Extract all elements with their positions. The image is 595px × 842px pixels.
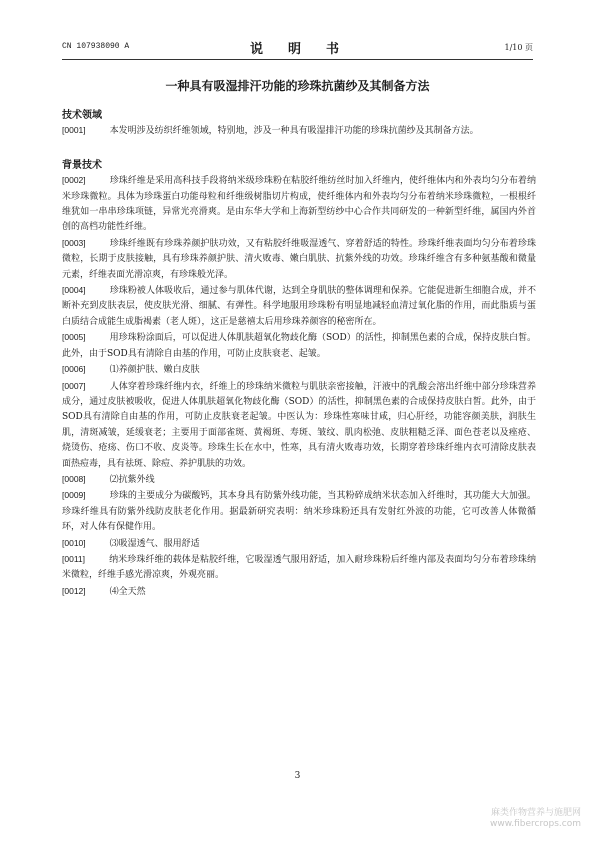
document-type: 说 明 书 [249, 42, 345, 57]
header-divider [62, 59, 533, 60]
paragraph-0012 [62, 584, 536, 600]
paragraph-0010 [62, 536, 536, 552]
paragraph-0006 [62, 362, 536, 378]
paragraph-0011 [62, 552, 536, 584]
paragraph-number: [0005] [62, 332, 86, 343]
paragraph-number: [0002] [62, 175, 86, 186]
paragraph-text: 人体穿着珍珠纤维内衣，纤维上的珍珠纳米微粒与肌肤亲密接触，汗液中的乳酸会溶出纤维中部分珍珠营养成分，通过皮肤被吸收，促进人体肌肤超氧化物歧化酶（SOD）的活性，抑制黑色素的合成保持皮肤白皙。此外，由于SOD具有清除自由基的作用，可防止皮肤衰老起皱。中医认为：珍珠性寒味甘咸，归心肝经，功能容颜美肤，润肤生肌，清斑减皱，延缓衰老；主要用于面部雀斑、黄褐斑、寿斑、皱纹、肌肉松弛、皮肤粗糙乏泽、面色苍老以及痤疮、烧烫伤、疮疡、伤口不收、皮炎等。珍珠生长在水中，性寒，具有清火败毒功效，长期穿着珍珠纤维内衣可清除皮肤表面热痘毒，具有祛斑、除痘、养护肌肤的功效。 [62, 381, 536, 469]
watermark-site-name: 麻类作物营养与施肥网 [490, 808, 581, 818]
paragraph-text: 本发明涉及纺织纤维领域，特别地，涉及一种具有吸湿排汗功能的珍珠抗菌纱及其制备方法。 [109, 126, 479, 137]
paragraph-number: [0012] [62, 585, 86, 596]
paragraph-text: ⑵抗紫外线 [109, 474, 155, 485]
paragraph-0009 [62, 488, 536, 535]
document-body [62, 108, 536, 600]
paragraph-0001 [62, 123, 536, 139]
section-heading-technical-field: 技术领域 [62, 110, 102, 121]
paragraph-number: [0009] [62, 490, 86, 501]
paragraph-number: [0011] [62, 553, 86, 564]
paragraph-text: ⑷全天然 [109, 586, 146, 597]
document-title: 一种具有吸湿排汗功能的珍珠抗菌纱及其制备方法 [165, 79, 430, 93]
paragraph-0005 [62, 330, 536, 362]
publication-number: CN 107938090 A [62, 42, 130, 51]
paragraph-number: [0010] [62, 537, 86, 548]
section-heading-background: 背景技术 [62, 159, 102, 171]
paragraph-number: [0008] [62, 473, 86, 484]
paragraph-text: 珍珠纤维既有珍珠养颜护肤功效，又有粘胶纤维吸湿透气、穿着舒适的特性。珍珠纤维表面均匀分布着珍珠微粒，长期于皮肤接触，具有珍珠养颜护肤、清火败毒、嫩白肌肤、抗紫外线的功效。珍珠纤维含有多种氨基酸和微量元素，纤维表面光滑凉爽，有珍珠般光泽。 [62, 238, 536, 280]
paragraph-number: [0001] [62, 125, 86, 136]
paragraph-text: 用珍珠粉涂面后，可以促进人体肌肤超氧化物歧化酶（SOD）的活性，抑制黑色素的合成，保持皮肤白皙。此外，由于SOD具有清除自由基的作用，可防止皮肤衰老、起皱。 [62, 333, 536, 359]
paragraph-text: ⑶吸湿透气、服用舒适 [109, 538, 200, 549]
paragraph-number: [0003] [62, 237, 86, 248]
paragraph-text: ⑴养颜护肤、嫩白皮肤 [109, 365, 200, 376]
watermark [490, 808, 581, 830]
paragraph-0002 [62, 173, 536, 236]
paragraph-text: 珍珠的主要成分为碳酸钙，其本身具有防紫外线功能，当其粉碎成纳米状态加入纤维时，其功能大大加强。珍珠纤维具有防紫外线防皮肤老化作用。据最新研究表明：纳米珍珠粉还具有发射红外波的功能，它可改善人体微循环，对人体有保健作用。 [62, 491, 536, 533]
paragraph-number: [0007] [62, 380, 86, 391]
paragraph-text: 珍珠粉被人体吸收后，通过参与肌体代谢，达到全身肌肤的整体调理和保养。它能促进新生细胞合成，并不断补充到皮肤表层，使皮肤光滑、细腻、有弹性。科学地服用珍珠粉有明显地减轻血清过氧化脂的作用，而此脂质与蛋白质结合成能生成脂褐素（老人斑），这正是慈禧太后用珍珠养颜容的秘密所在。 [62, 286, 536, 327]
paragraph-text: 纳米珍珠纤维的载体是粘胶纤维，它吸湿透气服用舒适，加入耐珍珠粉后纤维内部及表面均匀分布着珍珠纳米微粒，纤维手感光滑凉爽，外观亮丽。 [62, 554, 536, 581]
paragraph-0004 [62, 283, 536, 330]
paragraph-0007 [62, 379, 536, 472]
paragraph-number: [0004] [62, 285, 86, 296]
page-header [62, 38, 533, 56]
paragraph-text: 珍珠纤维是采用高科技手段将纳米级珍珠粉在粘胶纤维纺丝时加入纤维内，使纤维体内和外表均匀分布着纳米珍珠微粒。具体为珍珠蛋白功能母粒和纤维级树脂切片构成，使纤维体内和外表均匀分布着纳米珍珠微粒，一根根纤维犹如一串串珍珠项链，异常光亮滑爽。是由东华大学和上海新型纺纱中心合作共同研发的一种新型纤维，属国内外首创的高档功能性纤维。 [62, 176, 536, 233]
paragraph-0003 [62, 236, 536, 283]
page-number: 3 [294, 771, 301, 781]
paragraph-number: [0006] [62, 364, 86, 375]
page-count: 1/10 页 [504, 43, 533, 52]
paragraph-0008 [62, 472, 536, 488]
watermark-url: www.fibercrops.com [490, 819, 581, 829]
